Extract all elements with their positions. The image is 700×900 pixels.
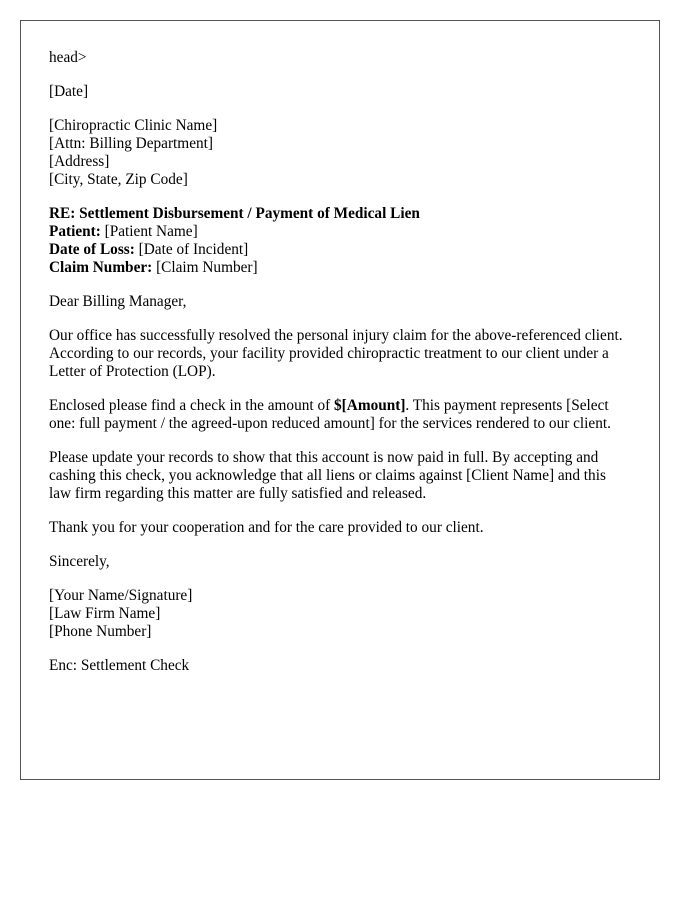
body-paragraph-2 <box>49 397 631 433</box>
re-line: RE: Settlement Disbursement / Payment of Medical Lien <box>49 205 420 222</box>
body-paragraph-1: Our office has successfully resolved the personal injury claim for the above-referenced client. According to our records, your facility provided chiropractic treatment to our client under a Letter of Protection (LOP). <box>49 327 623 380</box>
patient-label: Patient: <box>49 223 101 240</box>
salutation: Dear Billing Manager, <box>49 293 187 310</box>
reference-block <box>49 205 631 277</box>
paragraph-2-before-amount: Enclosed please find a check in the amount of <box>49 397 335 414</box>
body-paragraph-3: Please update your records to show that this account is now paid in full. By accepting and cashing this check, you acknowledge that all liens or claims against [Client Name] and this law firm regarding this matter are fully satisfied and released. <box>49 449 606 502</box>
recipient-address-block <box>49 117 631 189</box>
date-of-loss-line <box>49 241 631 259</box>
signature-block <box>49 587 631 641</box>
signature-name: [Your Name/Signature] <box>49 587 193 604</box>
body-paragraph-4: Thank you for your cooperation and for the care provided to our client. <box>49 519 484 536</box>
claim-number-label: Claim Number: <box>49 259 153 276</box>
header-fragment: head> <box>49 49 87 66</box>
letter-page <box>20 20 660 780</box>
patient-line <box>49 223 631 241</box>
date-of-loss-value: [Date of Incident] <box>138 241 249 258</box>
recipient-attn: [Attn: Billing Department] <box>49 135 213 152</box>
recipient-address: [Address] <box>49 153 110 170</box>
letter-date: [Date] <box>49 83 89 100</box>
signature-phone: [Phone Number] <box>49 623 152 640</box>
paragraph-2-after-amount: . This payment represents [Select one: full payment / the agreed-upon reduced amount] for the services rendered to our client. <box>49 397 611 432</box>
date-of-loss-label: Date of Loss: <box>49 241 135 258</box>
enclosure-line: Enc: Settlement Check <box>49 657 190 674</box>
payment-amount: $[Amount] <box>334 397 406 414</box>
claim-number-value: [Claim Number] <box>156 259 258 276</box>
recipient-clinic-name: [Chiropractic Clinic Name] <box>49 117 218 134</box>
signature-firm: [Law Firm Name] <box>49 605 161 622</box>
claim-number-line <box>49 259 631 277</box>
closing: Sincerely, <box>49 553 110 570</box>
recipient-city-state-zip: [City, State, Zip Code] <box>49 171 188 188</box>
patient-value: [Patient Name] <box>104 223 198 240</box>
